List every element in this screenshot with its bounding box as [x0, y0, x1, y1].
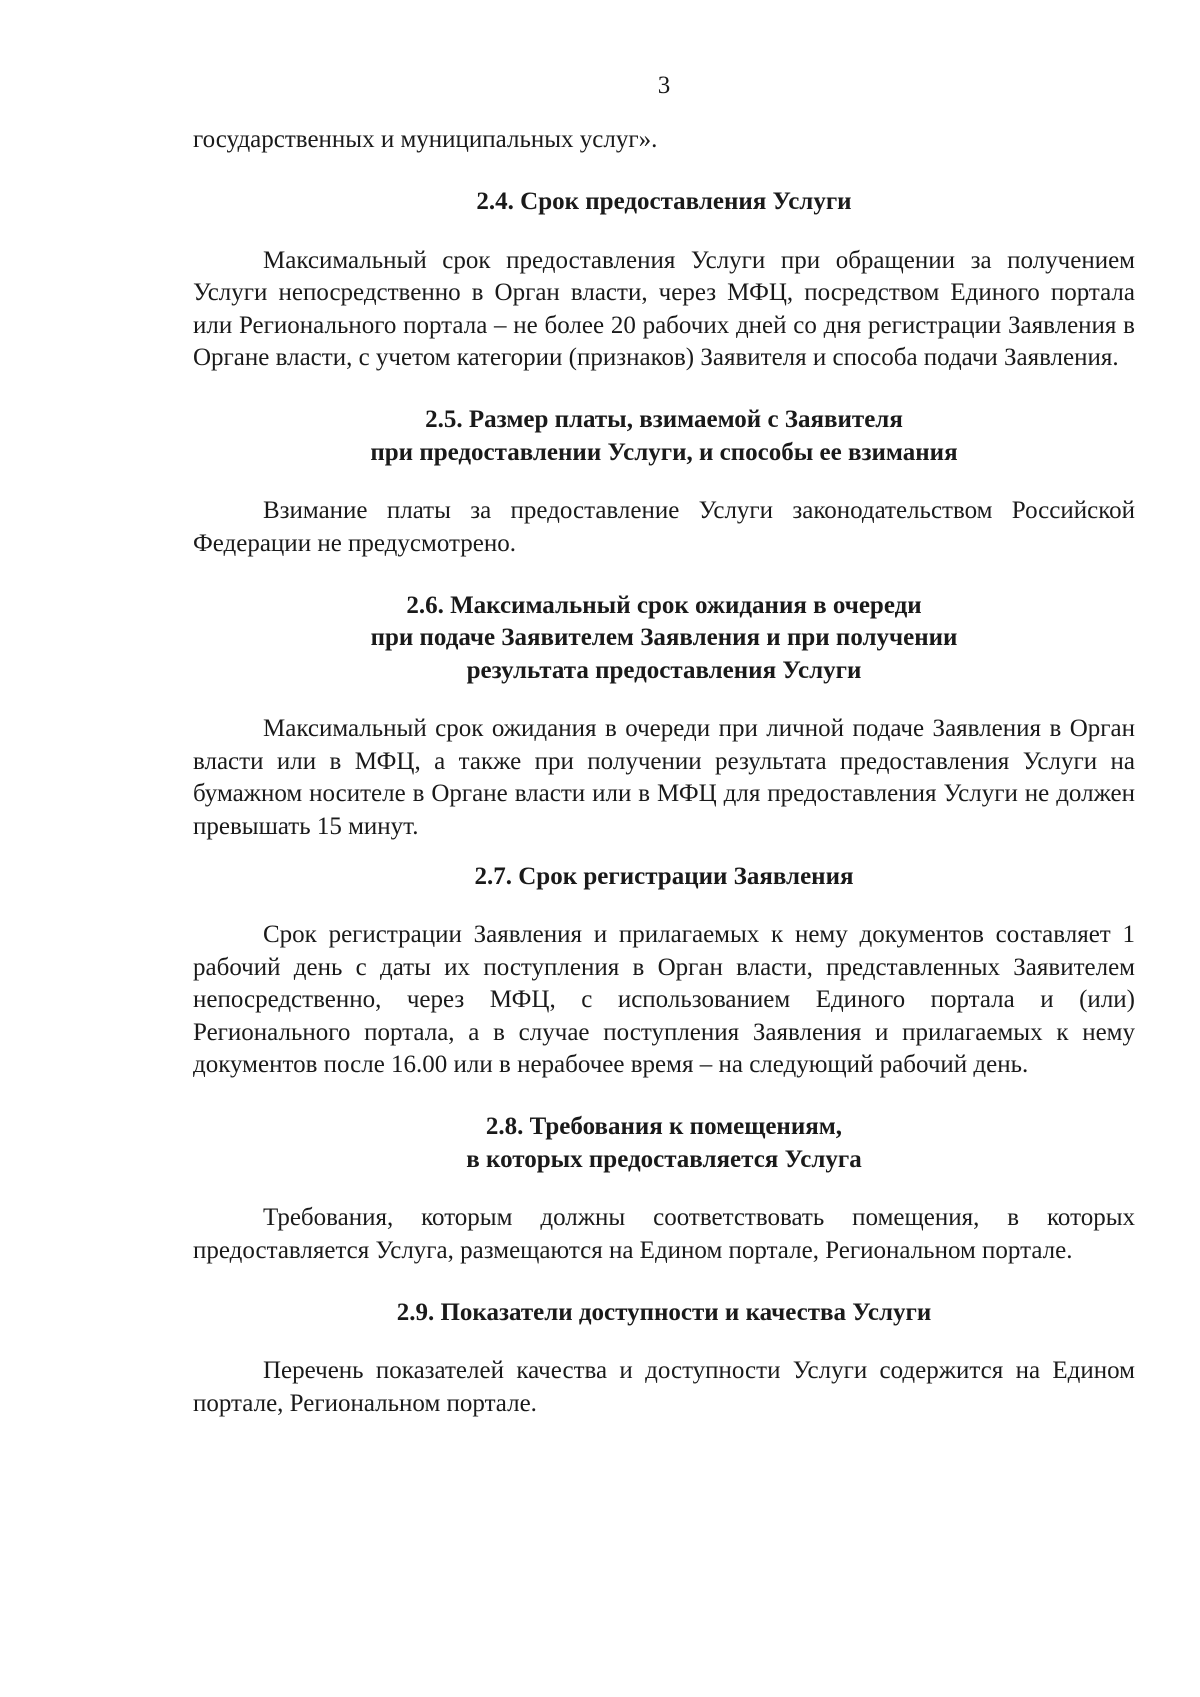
document-content: [193, 62, 1135, 1420]
section-2-4-heading: [193, 186, 1135, 218]
heading-line: при подаче Заявителем Заявления и при получении: [370, 624, 958, 652]
page-number: 3: [657, 72, 671, 99]
heading-line: 2.4. Срок предоставления Услуги: [476, 188, 852, 216]
section-2-8-heading: [193, 1111, 1135, 1176]
heading-line: в которых предоставляется Услуга: [466, 1145, 862, 1173]
heading-line: 2.5. Размер платы, взимаемой с Заявителя: [425, 406, 903, 434]
heading-line: 2.7. Срок регистрации Заявления: [474, 862, 854, 890]
section-2-7-heading: [193, 861, 1135, 893]
section-2-7-text: Срок регистрации Заявления и прилагаемых к нему документов составляет 1 рабочий день с даты их поступления в Орган власти, представленных Заявителем непосредственно, через МФЦ, с использованием Единого портала и (или) Регионального портала, а в случае поступления Заявления и прилагаемых к нему документов после 16.00 или в нерабочее время – на следующий рабочий день.: [193, 921, 1135, 1078]
heading-line: 2.9. Показатели доступности и качества Услуги: [396, 1298, 932, 1326]
heading-line: при предоставлении Услуги, и способы ее взимания: [370, 438, 958, 466]
heading-line: 2.6. Максимальный срок ожидания в очереди: [406, 592, 922, 620]
section-2-6-heading: [193, 590, 1135, 687]
heading-line: 2.8. Требования к помещениям,: [485, 1113, 843, 1141]
section-2-8-text: Требования, которым должны соответствовать помещения, в которых предоставляется Услуга, размещаются на Едином портале, Региональном портале.: [193, 1204, 1135, 1264]
section-2-5-heading: [193, 404, 1135, 469]
section-2-9-heading: [193, 1297, 1135, 1329]
section-2-9-text: Перечень показателей качества и доступности Услуги содержится на Едином портале, Региональном портале.: [193, 1357, 1135, 1417]
section-2-5-text: Взимание платы за предоставление Услуги законодательством Российской Федерации не предусмотрено.: [193, 497, 1135, 557]
section-2-4-text: Максимальный срок предоставления Услуги при обращении за получением Услуги непосредственно в Орган власти, через МФЦ, посредством Единого портала или Регионального портала – не более 20 рабочих дней со дня регистрации Заявления в Органе власти, с учетом категории (признаков) Заявителя и способа подачи Заявления.: [193, 246, 1135, 372]
section-2-6-text: Максимальный срок ожидания в очереди при личной подаче Заявления в Орган власти или в МФЦ, а также при получении результата предоставления Услуги на бумажном носителе в Органе власти или в МФЦ для предоставления Услуги не должен превышать 15 минут.: [193, 715, 1135, 840]
intro-line: государственных и муниципальных услуг».: [193, 126, 658, 153]
heading-line: результата предоставления Услуги: [466, 656, 862, 684]
